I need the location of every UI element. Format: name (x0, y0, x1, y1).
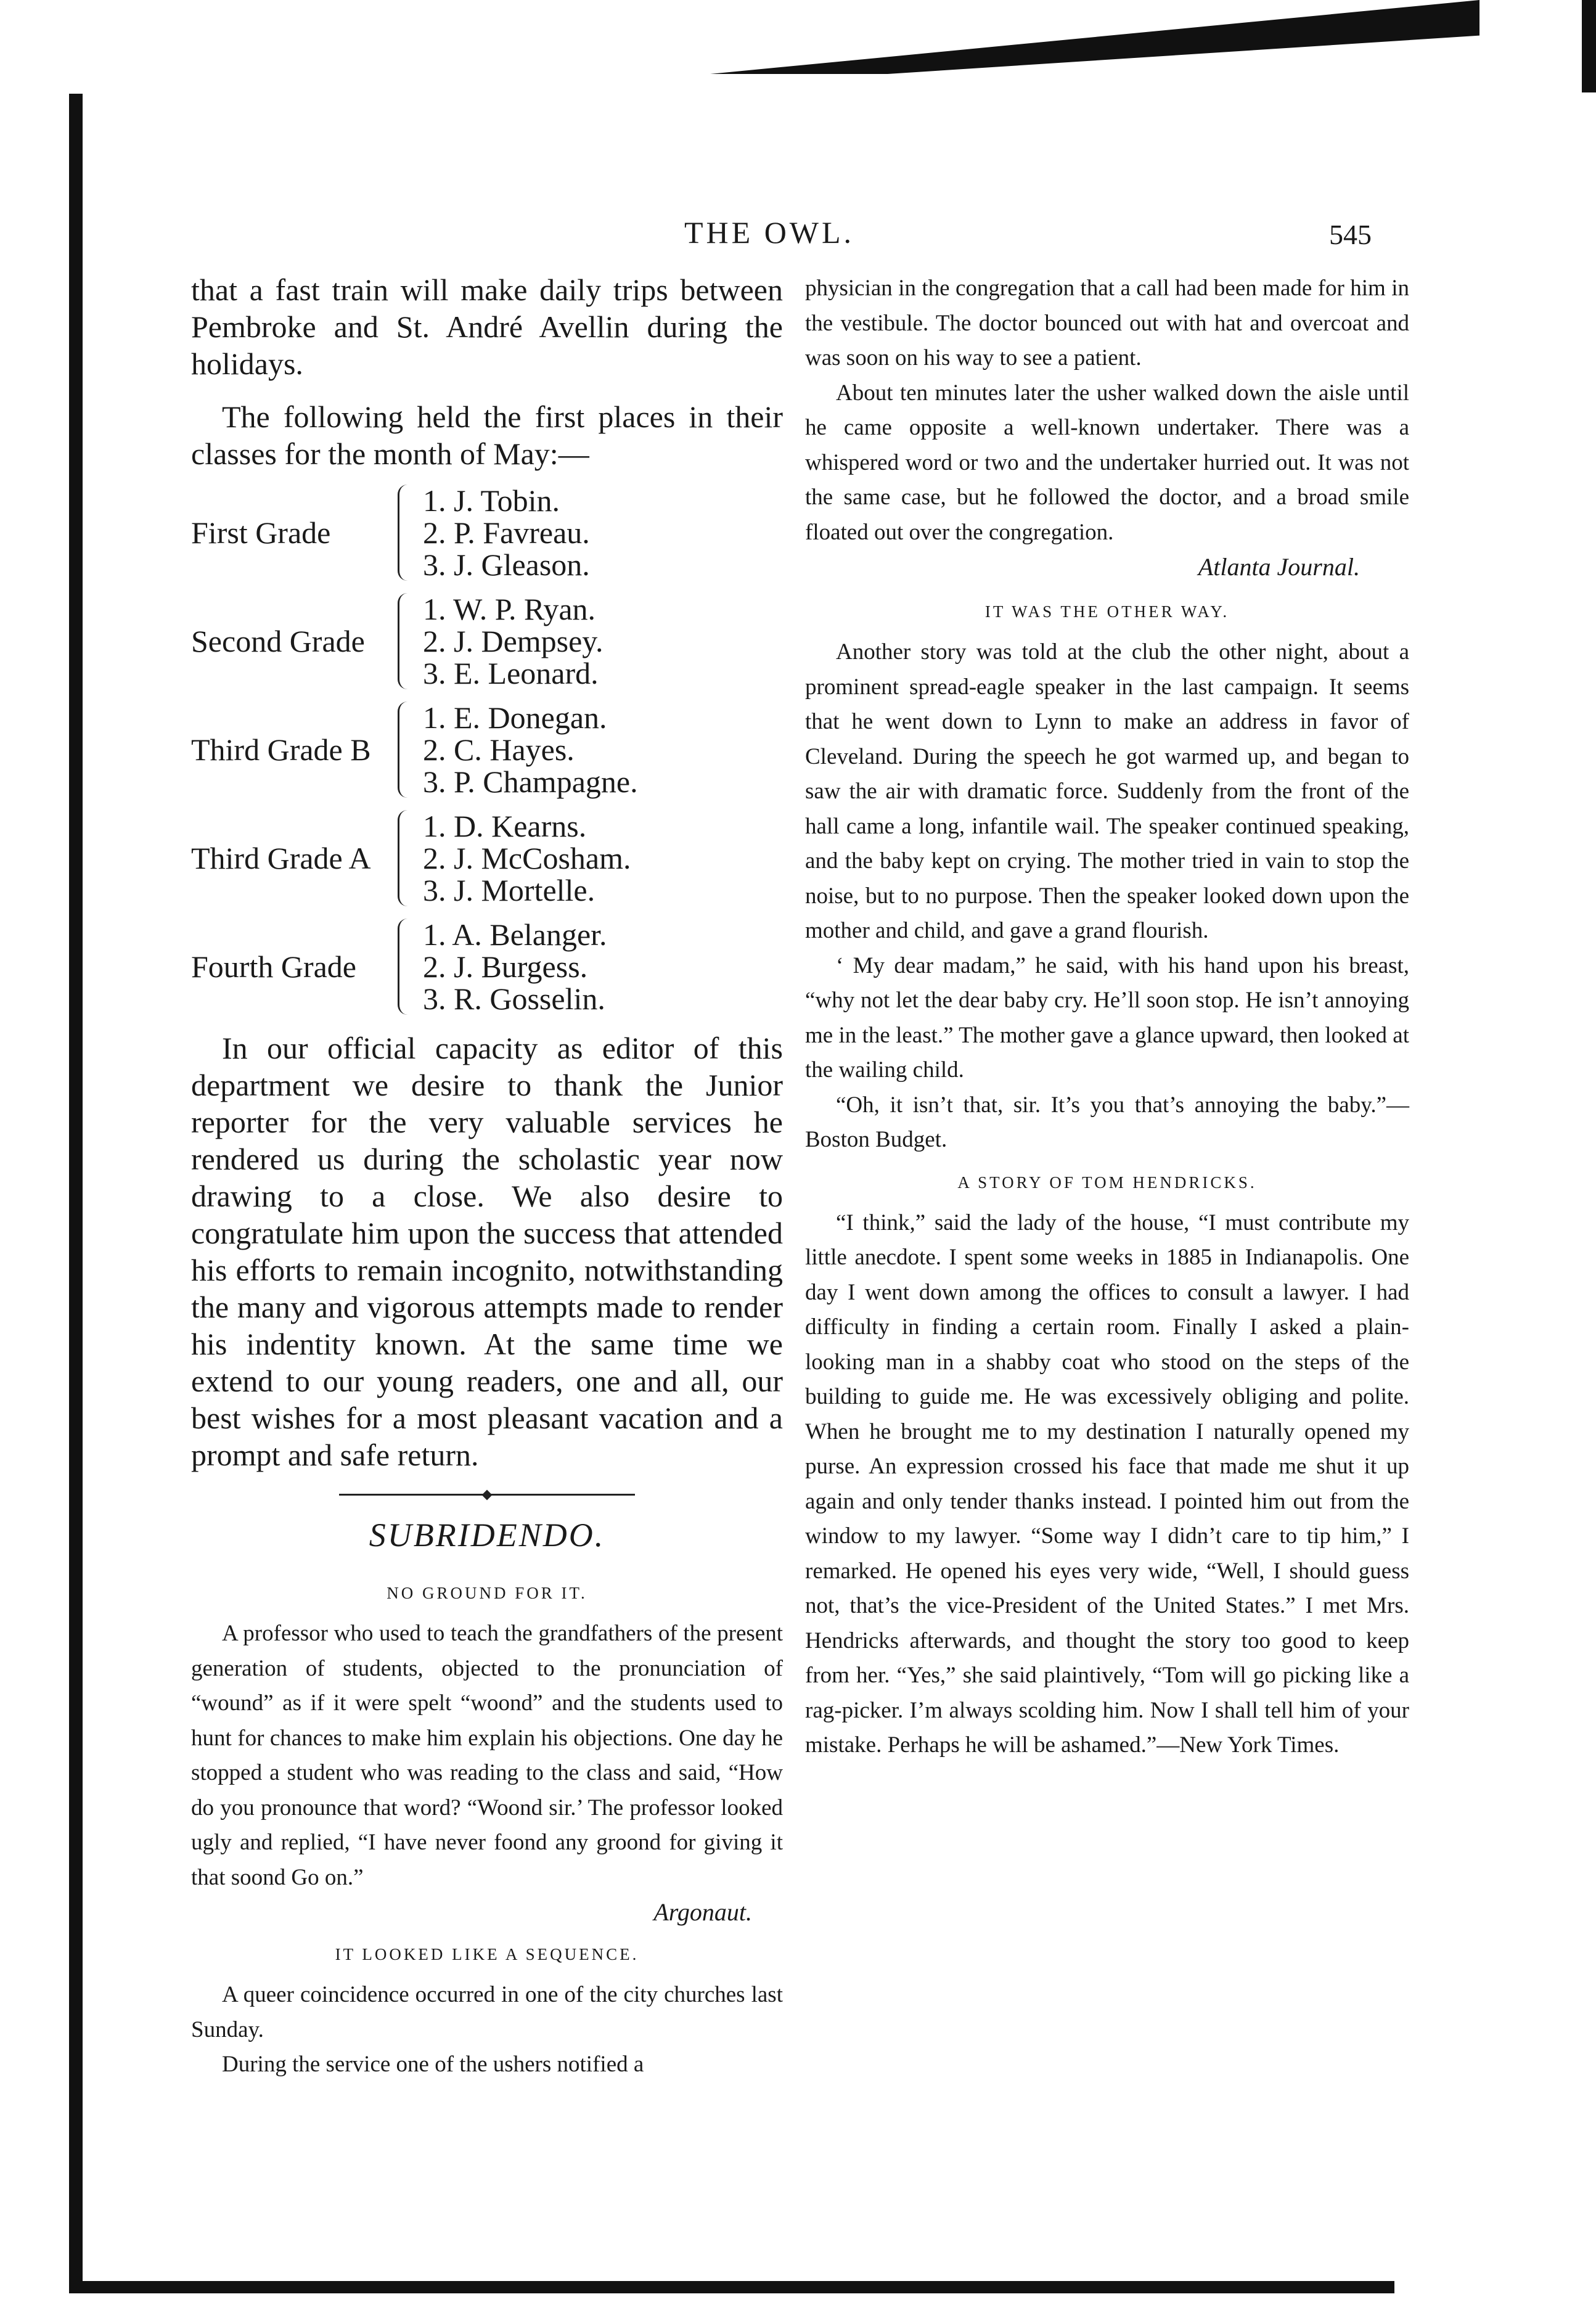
story-text: A professor who used to teach the grandfathers of the present generation of students, objected to the pronunciation of “wound” as if it were spelt “woond” and the students used to hunt for chances to make him explain his objections. One day he stopped a student who was reading to the class and said, “How do you pronounce that word? “Woond sir.’ The professor looked ugly and replied, “I have never foond any groond for giving it that soond Go on.” (191, 1621, 783, 1890)
grade-name: Fourth Grade (191, 949, 356, 984)
brace-mark (398, 485, 418, 581)
story-text: During the service one of the ushers notified a (222, 2052, 644, 2077)
brace-mark (398, 810, 418, 906)
scan-shadow-top (0, 0, 1479, 74)
right-column (805, 271, 1409, 1763)
grade-entries (423, 593, 604, 689)
story-credit: Atlanta Journal. (1198, 553, 1360, 581)
grade-entry: 1. D. Kearns. (423, 809, 587, 843)
grade-entry: 2. P. Favreau. (423, 515, 590, 550)
story-text: A queer coincidence occurred in one of the city churches last Sunday. (191, 1982, 783, 2042)
page-number: 545 (1329, 219, 1372, 250)
grade-entries (423, 810, 631, 906)
running-title: THE OWL. (684, 215, 855, 250)
grade-block (191, 912, 783, 1021)
story-credit: Argonaut. (653, 1898, 752, 1926)
grade-block (191, 587, 783, 695)
grade-entry: 3. J. Mortelle. (423, 873, 595, 907)
grade-entry: 1. E. Donegan. (423, 700, 607, 735)
scan-shadow-right (1582, 0, 1596, 92)
grade-entry: 2. J. Burgess. (423, 949, 588, 984)
grade-name: First Grade (191, 515, 331, 550)
grade-name: Third Grade B (191, 732, 371, 767)
story-text: “Oh, it isn’t that, sir. It’s you that’s annoying the baby.”—Boston Budget. (805, 1092, 1409, 1152)
story-text: Another story was told at the club the other night, about a prominent spread-eagle speaker in the last campaign. It seems that he went down to Lynn to make an address in favor of Cleveland. During the speech he got warmed up, and began to saw the air with dramatic force. Suddenly from the front of the hall came a long, infantile wail. The speaker continued speaking, and the baby kept on crying. The mother tried in vain to stop the noise, but to no purpose. Then the speaker looked down upon the mother and child, and gave a grand flourish. (805, 639, 1409, 943)
brace-mark (398, 593, 418, 689)
paragraph-train: that a fast train will make daily trips between Pembroke and St. André Avellin during the holidays. (191, 272, 783, 381)
story-text: “I think,” said the lady of the house, “I must contribute my little anecdote. I spent some weeks in 1885 in Indianapolis. One day I went down among the offices to consult a lawyer. I had difficulty in finding a certain room. Finally I asked a plain-looking man in a shabby coat who stood on the steps of the building to guide me. He was excessively obliging and polite. When he brought me to my destination I naturally opened my purse. An expression crossed his face that made me shut it up again and only tender thanks instead. I pointed him out from the window to my lawyer. “Some way I didn’t care to tip him,” I remarked. He opened his eyes very wide, “Well, I should guess not, that’s the vice-President of the United States.” I met Mrs. Hendricks afterwards, and thought the story too good to keep from her. “Yes,” she said plaintively, “Tom will go picking like a rag-picker. I’m always scolding him. Now I shall tell him of your mistake. Perhaps he will be ashamed.”—New York Times. (805, 1210, 1409, 1758)
grade-entry: 2. J. Dempsey. (423, 624, 604, 658)
story-title: IT LOOKED LIKE A SEQUENCE. (335, 1945, 639, 1964)
grade-entries (423, 919, 607, 1015)
grade-entry: 3. E. Leonard. (423, 656, 599, 690)
story-text: ‘ My dear madam,” he said, with his hand upon his breast, “why not let the dear baby cry. He’ll soon stop. He isn’t annoying me in the least.” The mother gave a glance upward, then looked at the wailing child. (805, 952, 1409, 1083)
grade-name: Second Grade (191, 624, 365, 658)
story-text: About ten minutes later the usher walked down the aisle until he came opposite a well-known undertaker. There was a whispered word or two and the undertaker hurried out. It was not the same case, but he followed the doctor, and a broad smile floated out over the congregation. (805, 380, 1409, 545)
paragraph-editor-thanks: In our official capacity as editor of this department we desire to thank the Junior reporter for the very valuable services he rendered us during the scholastic year now drawing to a close. We also desire to congratulate him upon the success that attended his efforts to remain incognito, notwithstanding the many and vigorous attempts made to render his indentity known. At the same time we extend to our young readers, one and all, our best wishes for a most pleasant vacation and a prompt and safe return. (191, 1031, 783, 1472)
grade-list (191, 478, 783, 1021)
binding-foot (69, 2281, 1394, 2293)
story-title: NO GROUND FOR IT. (387, 1584, 587, 1602)
left-column (191, 271, 783, 2083)
paragraph-first-places: The following held the first places in their classes for the month of May:— (191, 399, 783, 471)
grade-entry: 1. J. Tobin. (423, 483, 560, 518)
grade-block (191, 804, 783, 912)
grade-entries (423, 702, 638, 798)
grade-entry: 3. P. Champagne. (423, 764, 638, 799)
brace-mark (398, 919, 418, 1015)
grade-name: Third Grade A (191, 841, 371, 875)
story-title: IT WAS THE OTHER WAY. (984, 602, 1230, 621)
section-divider (191, 1485, 783, 1503)
grade-block (191, 478, 783, 587)
brace-mark (398, 702, 418, 798)
grade-block (191, 695, 783, 804)
grade-entry: 2. C. Hayes. (423, 732, 575, 767)
story-title: A STORY OF TOM HENDRICKS. (957, 1173, 1257, 1192)
grade-entry: 3. J. Gleason. (423, 547, 590, 582)
section-title: SUBRIDENDO. (369, 1517, 605, 1554)
binding-spine (69, 94, 83, 2288)
grade-entries (423, 485, 590, 581)
grade-entry: 2. J. McCosham. (423, 841, 631, 875)
grade-entry: 1. W. P. Ryan. (423, 592, 596, 626)
grade-entry: 1. A. Belanger. (423, 917, 607, 952)
grade-entry: 3. R. Gosselin. (423, 981, 605, 1016)
story-text: physician in the congregation that a call had been made for him in the vestibule. The doctor bounced out with hat and overcoat and was soon on his way to see a patient. (805, 276, 1409, 371)
